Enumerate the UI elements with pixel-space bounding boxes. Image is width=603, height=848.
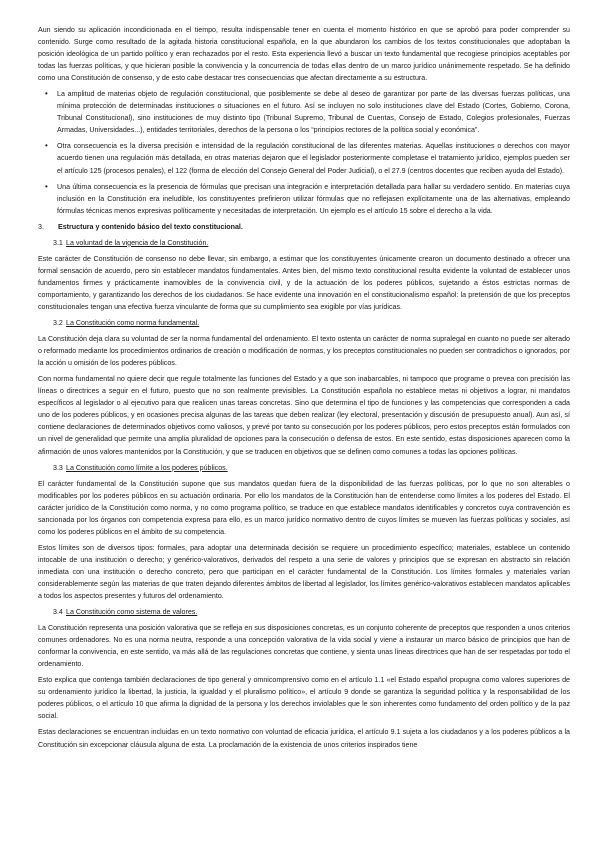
section-number: 3. (38, 222, 44, 231)
body-paragraph: Este carácter de Constitución de consenso no debe llevar, sin embargo, a estimar que los constituyentes únicamente crearon un documento destinado a ofrecer una formal sensación de acuerdo, pero sin establecer mandatos fundamentales. Antes bien, del mismo texto constitucional resulta evidente la voluntad de establecer unos fundamentos firmes y prácticamente inamovibles de la convivencia civil, y de la actuación de los poderes públicos, sujetando a éstos estrictas normas de comportamiento, y garantizando los derechos de los ciudadanos. Se hace evidente una innovación en el constitucionalismo español: la pretensión de que los preceptos constitucionales tengan una efectiva fuerza vinculante de forma que su cumplimiento sea exigible por vías jurídicas. (38, 254, 570, 311)
section-heading (38, 221, 570, 233)
body-paragraph: La Constitución representa una posición valorativa que se refleja en sus disposiciones concretas, es un conjunto coherente de preceptos que responden a unos criterios comunes ordenadores. No es una norma neutra, responde a una concepción valorativa de la vida social y viene a instaurar un marco básico de principios que han de conformar la convivencia, en este sentido, va más allá de las regulaciones concretas que contiene, y sienta unas líneas directrices que han de ser respetadas por todo el ordenamiento. (38, 624, 570, 669)
subsection-heading (53, 462, 570, 474)
subsection-heading (53, 606, 570, 618)
section-title: Estructura y contenido básico del texto constitucional. (58, 222, 243, 231)
body-paragraph: La Constitución deja clara su voluntad de ser la norma fundamental del ordenamiento. El texto ostenta un carácter de norma supralegal en cuanto no puede ser alterado o reformado mediante los procedimientos ordinarios de creación o modificación de normas, y los preceptos constitucionales no pueden ser contradichos o ignorados, por la acción u omisión de los poderes públicos. (38, 335, 570, 368)
subsection-heading (53, 237, 570, 249)
document-page (38, 24, 570, 755)
list-item: • La amplitud de materias objeto de regulación constitucional, que posiblemente se debe al deseo de garantizar por parte de las diversas fuerzas políticas, una mínima protección de determinadas instituciones o situaciones en el futuro. Así se incluyen no solo instituciones clave del Estado (Cortes, Gobierno, Corona, Tribunal Constitucional), sino instituciones de muy distinto tipo (Tribunal Supremo, Tribunal de Cuentas, Consejo de Estado, Colegios profesionales, Fuerzas Armadas, Universidades...), entidades territoriales, derechos de la persona o los “principios rectores de la política social y económica”. (57, 88, 570, 136)
list-item: • Una última consecuencia es la presencia de fórmulas que precisan una integración e interpretación detallada para hallar su verdadero sentido. En materias cuya inclusión en la Constitución era ineludible, los constituyentes prefirieron utilizar fórmulas que no reflejasen explícitamente una de las alternativas, empleando fórmulas técnicas menos expresivas políticamente y necesitadas de interpretación. Un ejemplo es el artículo 15 sobre el derecho a la vida. (57, 181, 570, 217)
list-item: • Otra consecuencia es la diversa precisión e intensidad de la regulación constitucional de las diferentes materias. Aquellas instituciones o derechos con mayor acuerdo tienen una regulación más detallada, en otras materias dejaron que el legislador posteriormente completase el tratamiento jurídico, ejemplos pueden ser el artículo 125 (procesos penales), el 122 (forma de elección del Consejo General del Poder Judicial), o el 27.9 (centros docentes que reciben ayuda del Estado). (57, 140, 570, 176)
subsection-title: La Constitución como norma fundamental. (66, 319, 200, 328)
body-paragraph: Con norma fundamental no quiere decir que regule totalmente las funciones del Estado y a que son inabarcables, ni tampoco que programe o prevea con precisión las líneas o directrices a seguir en el futuro, puesto que no son realmente previsibles. La Constitución española no establece metas ni objetivos a lograr, ni mandatos específicos al legislador o al ejecutivo para que realicen unas tareas concretas. Sino que determina el tipo de funciones y las competencias que corresponden a cada uno de los poderes públicos, y en ocasiones precisa algunas de las tareas que deben realizar (ley electoral, presentación y discusión de presupuesto anual). Aun así, sí contiene declaraciones de determinados objetivos como valiosos, y prevé por tanto su consecución por los poderes públicos, pero estos preceptos están formulados con un nivel de generalidad que permite una amplia pluralidad de opciones para la consecución o defensa de estos. En este sentido, estas disposiciones aparecen como la afirmación de unos valores mantenidos por la Constitución, y que se traducen en objetivos que se definen como comunes a todas las opciones políticas. (38, 375, 570, 456)
body-paragraph: Estas declaraciones se encuentran incluidas en un texto normativo con voluntad de eficacia jurídica, el artículo 9.1 sujeta a los ciudadanos y a los poderes públicos a la Constitución sin excepcionar cláusula alguna de esta. La proclamación de la existencia de unos criterios inspirados tiene (38, 728, 570, 749)
subsection-title: La Constitución como sistema de valores. (66, 608, 198, 617)
subsection-title: La voluntad de la vigencia de la Constitución. (66, 238, 209, 247)
body-paragraph: Estos límites son de diversos tipos: formales, para adoptar una determinada decisión se requiere un procedimiento específico; materiales, establece un contenido intocable de una institución o derecho; y genérico-valorativos, derivados del respeto a una serie de valores y principios que se expresan en abstracto sin relación inmediata con una institución o derecho concreto, pero que participan en el carácter fundamental de la Constitución. Los límites formales y materiales varían considerablemente según las materias de que traten dejando diferentes ámbitos de libertad al legislador, los límites genérico-valorativos establecen mandatos aplicables a todos los aspectos presentes y futuros del ordenamiento. (38, 543, 570, 601)
subsection-number: 3.3 (53, 463, 63, 472)
subsection-title: La Constitución como límite a los poderes públicos. (66, 463, 228, 472)
consequences-list (38, 88, 570, 216)
subsection-number: 3.4 (53, 608, 63, 617)
subsection-number: 3.1 (53, 238, 63, 247)
body-paragraph: Esto explica que contenga también declaraciones de tipo general y omnicomprensivo como en el artículo 1.1 «el Estado español propugna como valores superiores de su ordenamiento jurídico la libertad, la justicia, la igualdad y el pluralismo político», el artículo 9 donde se garantiza la seguridad política y la responsabilidad de los poderes públicos, o el artículo 10 que afirma la dignidad de la persona y los derechos inviolables que le son inherentes como fundamento del orden político y de la paz social. (38, 676, 570, 721)
intro-paragraph: Aun siendo su aplicación incondicionada en el tiempo, resulta indispensable tener en cuenta el momento histórico en que se aprobó para poder comprender su contenido. Surge como resultado de la agitada historia constitucional española, en la que abundaron los cambios de los textos constitucionales que adoptaban la posición ideológica de un partido político y eran rechazados por el resto. Esta experiencia llevó a buscar un texto fundamental que recogiese principios aceptables por todas las fuerzas políticas, y que hicieran posible la convivencia y la concurrencia de todas ellas dentro de un marco jurídico unánimemente respetado. Se ha definido como una Constitución de consenso, y de esto cabe destacar tres consecuencias que afectan directamente a su estructura. (38, 26, 570, 83)
subsection-number: 3.2 (53, 319, 63, 328)
body-paragraph: El carácter fundamental de la Constitución supone que sus mandatos quedan fuera de la disponibilidad de las fuerzas políticas, por lo que no son alterables o modificables por los poderes públicos en su actuación ordinaria. Por ello los mandatos de la Constitución han de entenderse como límites a los poderes del Estado. El carácter jurídico de la Constitución como norma, y no como programa político, se traduce en que establece mandatos identificables y concretos cuya contravención es sancionada por los órganos con competencia expresa para ello, es un marco jurídico normativo dentro de cuyos límites se mueven las fuerzas políticas y sociales, así como los poderes públicos en el ámbito de su competencia. (38, 479, 570, 536)
subsection-heading (53, 317, 570, 329)
